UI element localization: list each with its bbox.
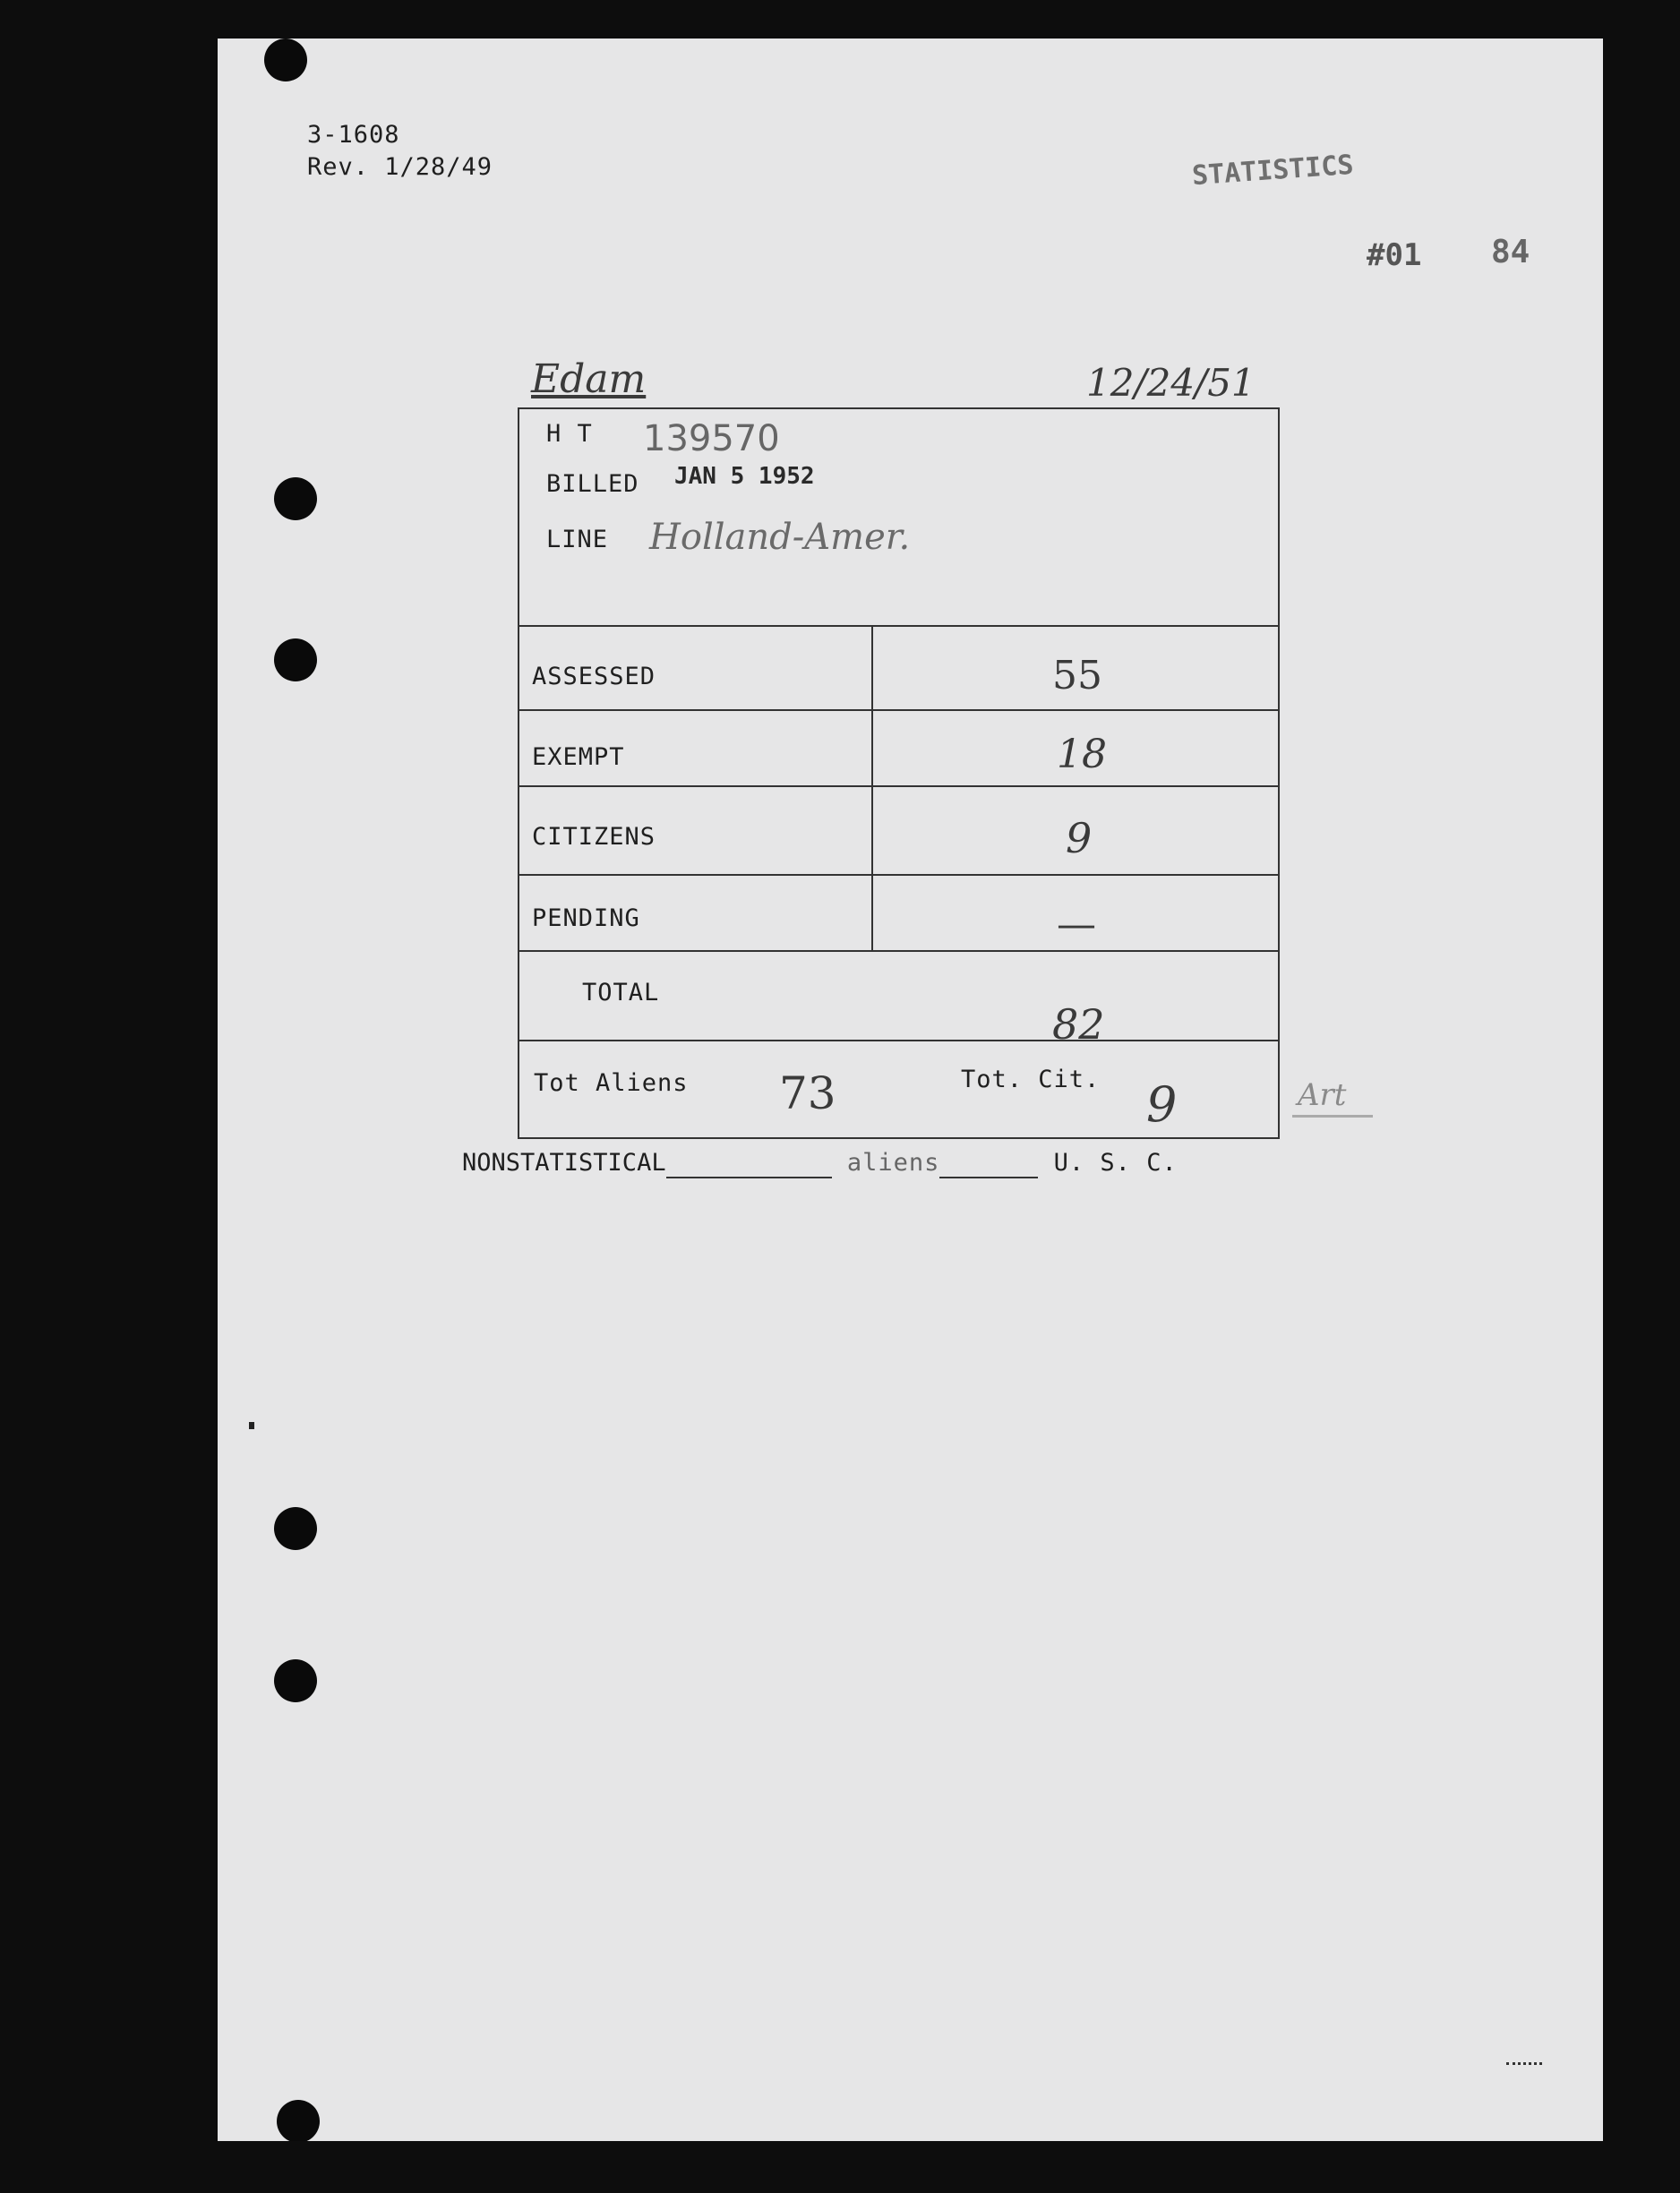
form-number: 3-1608: [307, 121, 400, 149]
nonstatistical-label: NONSTATISTICAL: [462, 1149, 666, 1177]
citizens-value: 9: [1066, 814, 1093, 862]
page-prefix: #01: [1367, 237, 1422, 273]
speck: [249, 1422, 254, 1429]
total-label: TOTAL: [582, 979, 660, 1007]
ht-label: H T: [546, 420, 593, 448]
line-label: LINE: [546, 526, 609, 553]
usc-label: U. S. C.: [1053, 1149, 1178, 1177]
pending-value: —: [1057, 902, 1096, 947]
clerk-initials: Art: [1292, 1077, 1373, 1118]
form-revision: Rev. 1/28/49: [307, 153, 493, 181]
exempt-value: 18: [1057, 732, 1107, 777]
billed-date-stamp: JAN 5 1952: [674, 463, 815, 490]
vessel-name: Edam: [531, 356, 647, 402]
total-aliens-value: 73: [779, 1067, 836, 1119]
statistics-stamp: STATISTICS: [1190, 149, 1355, 193]
exempt-label: EXEMPT: [532, 743, 625, 771]
total-citizens-label: Tot. Cit.: [961, 1066, 1101, 1093]
record-date: 12/24/51: [1086, 361, 1256, 405]
punch-hole-1: [264, 39, 307, 81]
form-table: [518, 407, 1280, 1139]
assessed-label: ASSESSED: [532, 663, 656, 690]
pending-label: PENDING: [532, 904, 640, 932]
document-sheet: [218, 39, 1603, 2141]
punch-hole-2: [274, 477, 317, 520]
punch-hole-5: [274, 1659, 317, 1702]
citizens-label: CITIZENS: [532, 823, 656, 851]
line-value: Holland-Amer.: [649, 517, 911, 558]
punch-hole-6: [277, 2100, 320, 2141]
total-citizens-value: 9: [1146, 1076, 1178, 1133]
total-value: 82: [1052, 1000, 1105, 1049]
assessed-value: 55: [1052, 653, 1102, 698]
nonstatistical-aliens-label: aliens: [846, 1149, 940, 1177]
punch-hole-4: [274, 1507, 317, 1550]
page-number: 84: [1491, 234, 1530, 270]
nonstatistical-line: [462, 1149, 1178, 1178]
nonstatistical-blank: [666, 1149, 832, 1178]
billed-label: BILLED: [546, 470, 639, 498]
speck: [1506, 2062, 1542, 2068]
aliens-blank: [939, 1149, 1038, 1178]
punch-hole-3: [274, 638, 317, 681]
ht-number: 139570: [643, 418, 780, 459]
total-aliens-label: Tot Aliens: [534, 1069, 689, 1097]
